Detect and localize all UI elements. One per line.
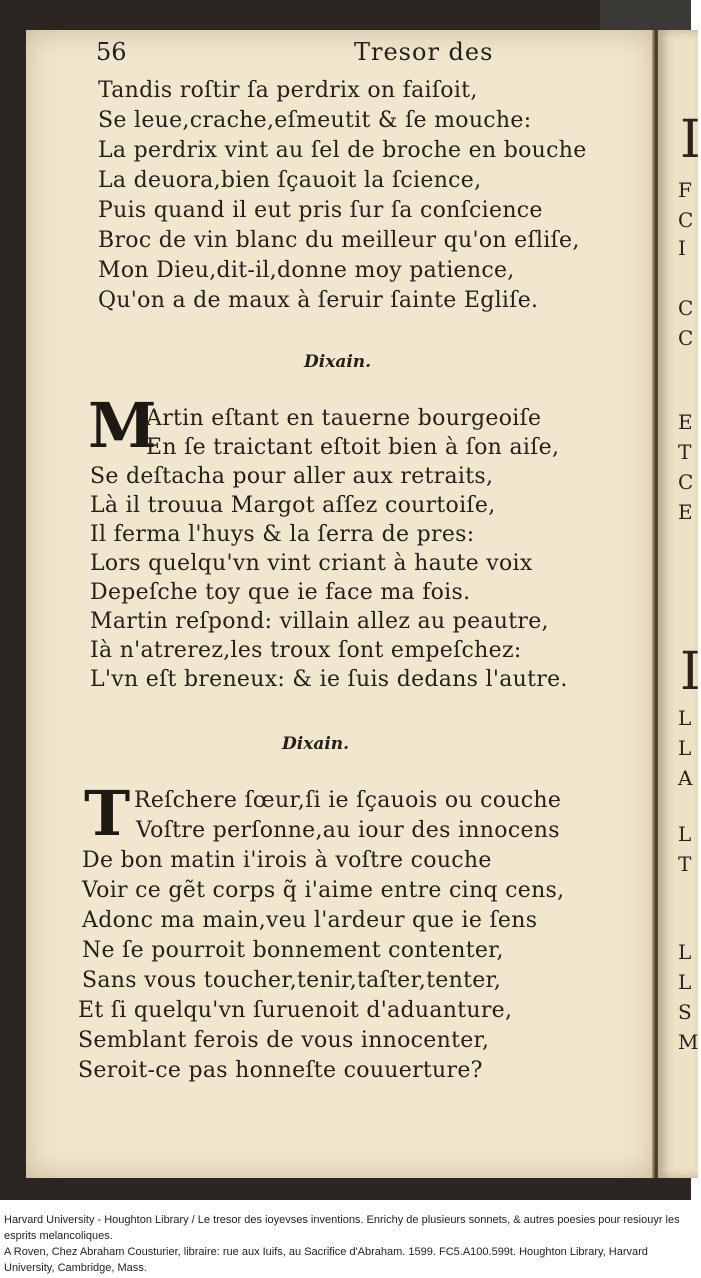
page-number: 56: [96, 38, 127, 66]
facing-letter: L: [678, 940, 692, 964]
facing-big-initial: I: [680, 642, 701, 702]
poem2-line-1: Artin eſtant en tauerne bourgeoiſe: [146, 406, 542, 431]
scan-background-strip: [600, 0, 691, 30]
poem1-line-2: Se leue,crache,eſmeutit & ſe mouche:: [98, 108, 532, 133]
poem2-line-7: Depeſche toy que ie face ma fois.: [90, 580, 471, 605]
poem2-line-8: Martin reſpond: villain allez au peautre,: [90, 609, 549, 634]
facing-letter: T: [678, 440, 692, 464]
poem3-line-7: Sans vous toucher,tenir,taſter,tenter,: [82, 968, 502, 993]
facing-letter: L: [678, 822, 692, 846]
poem3-dropcap: T: [84, 777, 131, 850]
facing-letter: L: [678, 706, 692, 730]
poem3-line-5: Adonc ma main,veu l'ardeur que ie ſens: [82, 908, 538, 933]
facing-letter: C: [678, 208, 694, 232]
poem2-dropcap: M: [88, 389, 157, 462]
facing-letter: A: [678, 766, 693, 790]
facing-letter: C: [678, 296, 694, 320]
poem3-title: Dixain.: [282, 734, 350, 754]
facing-big-initial: I: [680, 110, 701, 170]
poem3-line-8: Et ſi quelqu'vn ſuruenoit d'aduanture,: [78, 998, 513, 1023]
running-head: Tresor des: [354, 38, 494, 66]
facing-letter: L: [678, 970, 692, 994]
poem2-line-6: Lors quelqu'vn vint criant à haute voix: [90, 551, 533, 576]
poem1-line-4: La deuora,bien ſçauoit la ſcience,: [98, 168, 482, 193]
poem2-line-10: L'vn eſt breneux: & ie ſuis dedans l'autre.: [90, 667, 568, 692]
facing-letter: I: [678, 236, 686, 260]
poem1-line-5: Puis quand il eut pris ſur ſa conſcience: [98, 198, 543, 223]
poem3-line-3: De bon matin i'irois à voſtre couche: [82, 848, 492, 873]
facing-letter: C: [678, 470, 694, 494]
page-header: [92, 38, 614, 72]
caption-line-1: Harvard University - Houghton Library / Le tresor des ioyevses inventions. Enrichy de plusieurs sonnets, & autres poesies pour resiouyr les esprits melancoliques.: [4, 1214, 680, 1242]
poem2-line-5: Il ferma l'huys & la ſerra de pres:: [90, 522, 475, 547]
poem3-line-10: Seroit-ce pas honneſte couuerture?: [78, 1058, 483, 1083]
poem2-line-2: En ſe traictant eſtoit bien à ſon aiſe,: [146, 435, 560, 460]
page-text: [26, 30, 654, 1178]
poem2-line-4: Là il trouua Margot aſſez courtoiſe,: [90, 493, 496, 518]
facing-page-edge: [658, 30, 701, 1178]
poem1-line-1: Tandis roſtir ſa perdrix on faiſoit,: [98, 78, 478, 103]
facing-letter: E: [678, 500, 693, 524]
poem1-line-8: Qu'on a de maux à ſeruir ſainte Egliſe.: [98, 288, 539, 313]
poem3-line-1: Reſchere ſœur,ſi ie ſçauois ou couche: [134, 788, 562, 813]
poem2-line-3: Se deſtacha pour aller aux retraits,: [90, 464, 494, 489]
image-caption: [4, 1212, 687, 1276]
poem1-line-7: Mon Dieu,dit-il,donne moy patience,: [98, 258, 515, 283]
facing-letter: M: [678, 1030, 699, 1054]
facing-letter: S: [678, 1000, 692, 1024]
poem3-line-4: Voir ce gẽt corps q̃ i'aime entre cinq cens,: [82, 878, 565, 903]
facing-letter: T: [678, 852, 692, 876]
poem2-line-9: Ià n'atrerez,les troux ſont empeſchez:: [90, 638, 522, 663]
facing-letter: C: [678, 326, 694, 350]
left-page: [26, 30, 654, 1178]
poem3-line-6: Ne ſe pourroit bonnement contenter,: [82, 938, 504, 963]
poem3-line-9: Semblant ferois de vous innocenter,: [78, 1028, 490, 1053]
poem1-line-3: La perdrix vint au ſel de broche en bouche: [98, 138, 587, 163]
facing-letter: F: [678, 178, 692, 202]
poem2-title: Dixain.: [304, 352, 372, 372]
facing-letter: E: [678, 410, 693, 434]
poem3-line-2: Voſtre perſonne,au iour des innocens: [136, 818, 560, 843]
facing-letter: L: [678, 736, 692, 760]
poem1-line-6: Broc de vin blanc du meilleur qu'on eſliſe,: [98, 228, 580, 253]
caption-line-2: A Roven, Chez Abraham Cousturier, libraire: rue aux Iuifs, au Sacrifice d'Abraham. 1599. FC5.A100.599t. Houghton Library, Harvard University, Cambridge, Mass.: [4, 1246, 648, 1274]
